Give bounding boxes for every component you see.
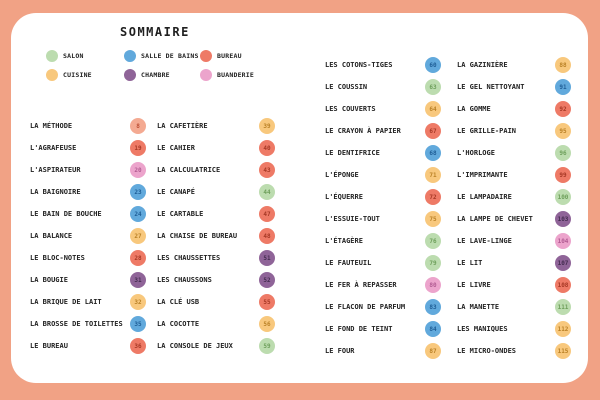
toc-row — [325, 296, 441, 318]
toc-item-label: L'IMPRIMANTE — [457, 171, 508, 179]
toc-item-label: LA MÉTHODE — [30, 122, 73, 130]
toc-item-label: LA LAMPE DE CHEVET — [457, 215, 533, 223]
page-number-badge: 39 — [259, 118, 275, 134]
toc-row — [157, 203, 275, 225]
toc-row — [457, 340, 571, 362]
toc-item-label: L'ESSUIE-TOUT — [325, 215, 380, 223]
toc-item-label: LE FOUR — [325, 347, 355, 355]
toc-column-4 — [457, 54, 571, 362]
legend-label: CHAMBRE — [141, 71, 170, 79]
page-number-badge: 83 — [425, 299, 441, 315]
page-number-badge: 60 — [425, 57, 441, 73]
toc-row — [157, 137, 275, 159]
toc-row — [157, 115, 275, 137]
toc-item-label: LES MANIQUES — [457, 325, 508, 333]
page-number-badge: 68 — [425, 145, 441, 161]
page-number-badge: 79 — [425, 255, 441, 271]
page-number-badge: 108 — [555, 277, 571, 293]
toc-row — [157, 247, 275, 269]
legend-item-chambre — [124, 69, 200, 81]
toc-item-label: LA BROSSE DE TOILETTES — [30, 320, 123, 328]
toc-row — [30, 335, 146, 357]
page-number-badge: 27 — [130, 228, 146, 244]
page-number-badge: 35 — [130, 316, 146, 332]
toc-item-label: LA MANETTE — [457, 303, 500, 311]
toc-item-label: LA GAZINIÈRE — [457, 61, 508, 69]
toc-item-label: LA CONSOLE DE JEUX — [157, 342, 233, 350]
toc-item-label: LA CAFETIÈRE — [157, 122, 208, 130]
legend-item-bureau — [200, 50, 254, 62]
page-number-badge: 75 — [425, 211, 441, 227]
toc-item-label: LE FOND DE TEINT — [325, 325, 393, 333]
toc-item-label: LE CANAPÉ — [157, 188, 195, 196]
page-number-badge: 67 — [425, 123, 441, 139]
toc-item-label: LA CALCULATRICE — [157, 166, 221, 174]
page-number-badge: 59 — [259, 338, 275, 354]
page-number-badge: 51 — [259, 250, 275, 266]
toc-row — [457, 186, 571, 208]
page-number-badge: 107 — [555, 255, 571, 271]
toc-item-label: LE BLOC-NOTES — [30, 254, 85, 262]
salon-color-dot — [46, 50, 58, 62]
page-number-badge: 115 — [555, 343, 571, 359]
page-number-badge: 71 — [425, 167, 441, 183]
toc-item-label: LE LIT — [457, 259, 483, 267]
legend-item-cuisine — [46, 69, 124, 81]
toc-row — [157, 313, 275, 335]
toc-row — [457, 164, 571, 186]
toc-row — [30, 269, 146, 291]
toc-item-label: L'AGRAFEUSE — [30, 144, 77, 152]
toc-row — [325, 318, 441, 340]
legend — [46, 50, 254, 81]
toc-row — [30, 181, 146, 203]
toc-item-label: LE CARTABLE — [157, 210, 204, 218]
toc-row — [457, 142, 571, 164]
toc-row — [30, 203, 146, 225]
toc-item-label: LA CLÉ USB — [157, 298, 200, 306]
toc-row — [157, 291, 275, 313]
toc-row — [30, 291, 146, 313]
cuisine-color-dot — [46, 69, 58, 81]
page-number-badge: 40 — [259, 140, 275, 156]
toc-row — [325, 230, 441, 252]
toc-item-label: LE LIVRE — [457, 281, 491, 289]
toc-item-label: LE LAVE-LINGE — [457, 237, 512, 245]
toc-item-label: LE BUREAU — [30, 342, 68, 350]
toc-row — [325, 98, 441, 120]
toc-item-label: LE FER À REPASSER — [325, 281, 397, 289]
toc-row — [157, 269, 275, 291]
page-number-badge: 87 — [425, 343, 441, 359]
toc-row — [457, 252, 571, 274]
toc-item-label: LA COCOTTE — [157, 320, 200, 328]
toc-row — [457, 98, 571, 120]
page-number-badge: 24 — [130, 206, 146, 222]
toc-item-label: LE BAIN DE BOUCHE — [30, 210, 102, 218]
legend-label: BUANDERIE — [217, 71, 255, 79]
legend-item-salle-de-bains — [124, 50, 200, 62]
toc-row — [457, 318, 571, 340]
toc-item-label: LA GOMME — [457, 105, 491, 113]
toc-row — [30, 115, 146, 137]
toc-row — [325, 252, 441, 274]
page-number-badge: 72 — [425, 189, 441, 205]
legend-label: BUREAU — [217, 52, 242, 60]
page-number-badge: 31 — [130, 272, 146, 288]
toc-item-label: LA CHAISE DE BUREAU — [157, 232, 238, 240]
toc-row — [30, 137, 146, 159]
toc-item-label: LE FAUTEUIL — [325, 259, 372, 267]
toc-item-label: LES CHAUSSETTES — [157, 254, 221, 262]
page-number-badge: 32 — [130, 294, 146, 310]
page-number-badge: 100 — [555, 189, 571, 205]
page-number-badge: 95 — [555, 123, 571, 139]
toc-row — [457, 296, 571, 318]
toc-row — [457, 208, 571, 230]
toc-item-label: L'ÉQUERRE — [325, 193, 363, 201]
page-number-badge: 19 — [130, 140, 146, 156]
toc-item-label: LE GEL NETTOYANT — [457, 83, 525, 91]
page-number-badge: 91 — [555, 79, 571, 95]
toc-row — [157, 225, 275, 247]
page-number-badge: 43 — [259, 162, 275, 178]
page-number-badge: 111 — [555, 299, 571, 315]
page-number-badge: 64 — [425, 101, 441, 117]
legend-label: SALLE DE BAINS — [141, 52, 199, 60]
legend-label: SALON — [63, 52, 84, 60]
page-number-badge: 63 — [425, 79, 441, 95]
toc-row — [457, 230, 571, 252]
toc-item-label: LES COUVERTS — [325, 105, 376, 113]
toc-item-label: LA BALANCE — [30, 232, 73, 240]
salle-de-bains-color-dot — [124, 50, 136, 62]
page-number-badge: 56 — [259, 316, 275, 332]
toc-item-label: LA BRIQUE DE LAIT — [30, 298, 102, 306]
toc-item-label: LE FLACON DE PARFUM — [325, 303, 406, 311]
page-number-badge: 88 — [555, 57, 571, 73]
page-title: SOMMAIRE — [120, 25, 190, 39]
page-number-badge: 23 — [130, 184, 146, 200]
legend-label: CUISINE — [63, 71, 92, 79]
toc-row — [157, 159, 275, 181]
page-number-badge: 104 — [555, 233, 571, 249]
page-number-badge: 112 — [555, 321, 571, 337]
toc-column-1 — [30, 115, 146, 357]
toc-item-label: L'HORLOGE — [457, 149, 495, 157]
toc-row — [157, 181, 275, 203]
page-number-badge: 47 — [259, 206, 275, 222]
toc-item-label: L'ÉTAGÈRE — [325, 237, 363, 245]
page-number-badge: 99 — [555, 167, 571, 183]
page-number-badge: 48 — [259, 228, 275, 244]
toc-row — [325, 340, 441, 362]
legend-item-buanderie — [200, 69, 254, 81]
toc-row — [325, 164, 441, 186]
page-number-badge: 20 — [130, 162, 146, 178]
toc-item-label: LE GRILLE-PAIN — [457, 127, 517, 135]
toc-row — [325, 76, 441, 98]
sommaire-page — [11, 13, 588, 383]
toc-row — [457, 76, 571, 98]
toc-item-label: L'ÉPONGE — [325, 171, 359, 179]
toc-item-label: LE DENTIFRICE — [325, 149, 380, 157]
page-number-badge: 80 — [425, 277, 441, 293]
toc-item-label: LE CAHIER — [157, 144, 195, 152]
toc-row — [30, 313, 146, 335]
page-number-badge: 28 — [130, 250, 146, 266]
toc-item-label: LE LAMPADAIRE — [457, 193, 512, 201]
toc-row — [457, 120, 571, 142]
page-number-badge: 8 — [130, 118, 146, 134]
toc-row — [325, 142, 441, 164]
toc-row — [30, 159, 146, 181]
toc-row — [157, 335, 275, 357]
toc-row — [30, 225, 146, 247]
toc-item-label: LE CRAYON À PAPIER — [325, 127, 401, 135]
bureau-color-dot — [200, 50, 212, 62]
toc-item-label: LE MICRO-ONDES — [457, 347, 517, 355]
page-number-badge: 84 — [425, 321, 441, 337]
chambre-color-dot — [124, 69, 136, 81]
toc-row — [30, 247, 146, 269]
page-number-badge: 103 — [555, 211, 571, 227]
toc-item-label: LA BAIGNOIRE — [30, 188, 81, 196]
toc-row — [325, 208, 441, 230]
page-number-badge: 96 — [555, 145, 571, 161]
page-number-badge: 36 — [130, 338, 146, 354]
page-number-badge: 52 — [259, 272, 275, 288]
toc-item-label: L'ASPIRATEUR — [30, 166, 81, 174]
toc-item-label: LES COTONS-TIGES — [325, 61, 393, 69]
legend-item-salon — [46, 50, 124, 62]
toc-row — [325, 274, 441, 296]
toc-row — [457, 274, 571, 296]
page-number-badge: 44 — [259, 184, 275, 200]
toc-column-3 — [325, 54, 441, 362]
toc-row — [325, 186, 441, 208]
page-number-badge: 76 — [425, 233, 441, 249]
page-number-badge: 92 — [555, 101, 571, 117]
toc-row — [325, 120, 441, 142]
toc-row — [325, 54, 441, 76]
toc-item-label: LA BOUGIE — [30, 276, 68, 284]
toc-item-label: LES CHAUSSONS — [157, 276, 212, 284]
toc-item-label: LE COUSSIN — [325, 83, 368, 91]
buanderie-color-dot — [200, 69, 212, 81]
toc-column-2 — [157, 115, 275, 357]
page-number-badge: 55 — [259, 294, 275, 310]
toc-row — [457, 54, 571, 76]
